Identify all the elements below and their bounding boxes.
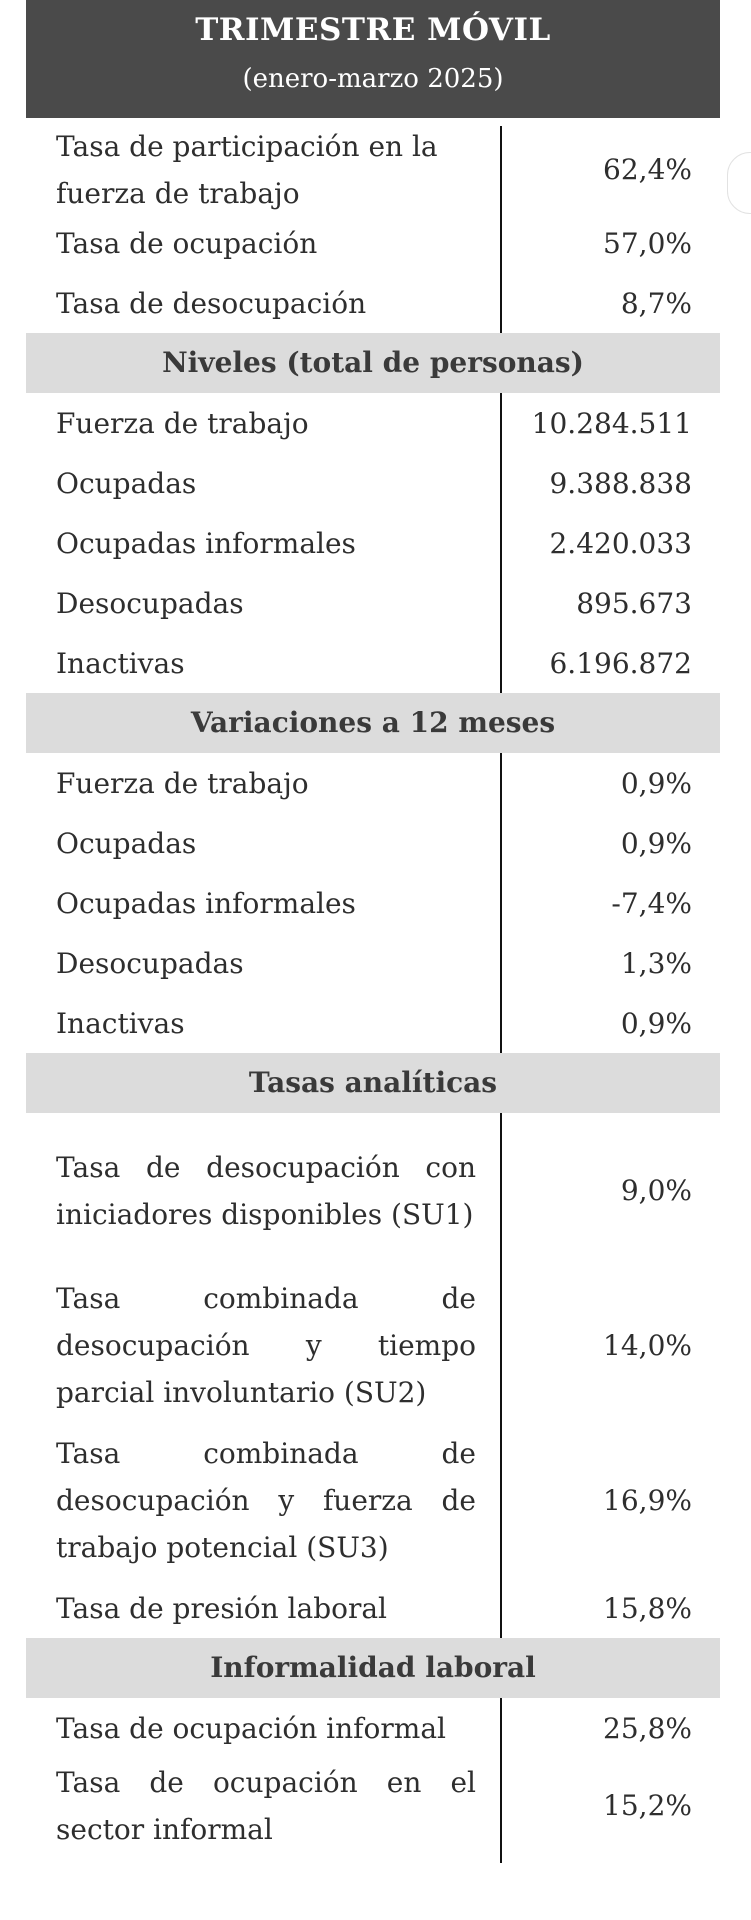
table-row — [26, 118, 720, 213]
table-row — [26, 393, 720, 453]
section-heading-analytic-rates: Tasas analíticas — [26, 1053, 720, 1113]
row-label: Inactivas — [26, 993, 502, 1053]
table-row — [26, 753, 720, 813]
row-label: Tasa de ocupación en el sector informal — [26, 1758, 502, 1853]
row-label: Tasa de desocupación — [26, 273, 502, 333]
row-label: Tasa combinada de desocupación y tiempo parcial involuntario (SU2) — [26, 1268, 502, 1423]
row-value: 8,7% — [620, 286, 692, 320]
row-value: 1,3% — [620, 946, 692, 980]
row-value: 62,4% — [603, 153, 692, 186]
column-divider — [26, 1853, 502, 1863]
row-label: Tasa de presión laboral — [26, 1578, 502, 1638]
table-row — [26, 813, 720, 873]
row-value: 0,9% — [620, 826, 692, 860]
row-value: 15,2% — [603, 1789, 692, 1822]
row-value: 25,8% — [603, 1711, 692, 1745]
table-row — [26, 1423, 720, 1578]
labor-statistics-table — [26, 0, 720, 1863]
row-value: 14,0% — [603, 1329, 692, 1362]
section-heading-variations: Variaciones a 12 meses — [26, 693, 720, 753]
scroll-indicator[interactable] — [727, 152, 751, 214]
table-row — [26, 273, 720, 333]
row-label: Tasa de ocupación informal — [26, 1698, 502, 1758]
row-value: 0,9% — [620, 1006, 692, 1040]
table-row — [26, 1268, 720, 1423]
row-value: 15,8% — [603, 1591, 692, 1625]
row-value: 10.284.511 — [531, 406, 692, 440]
table-row — [26, 633, 720, 693]
table-row — [26, 453, 720, 513]
section-heading-levels: Niveles (total de personas) — [26, 333, 720, 393]
table-end — [26, 1853, 720, 1863]
table-row — [26, 573, 720, 633]
table-row — [26, 1698, 720, 1758]
row-label: Fuerza de trabajo — [26, 393, 502, 453]
row-label: Ocupadas informales — [26, 873, 502, 933]
row-value: 16,9% — [603, 1484, 692, 1517]
table-row — [26, 993, 720, 1053]
row-value: 6.196.872 — [549, 646, 692, 680]
row-label: Ocupadas — [26, 813, 502, 873]
row-label: Tasa combinada de desocupación y fuerza de trabajo potencial (SU3) — [26, 1423, 502, 1578]
row-value: 895.673 — [576, 586, 692, 620]
row-label: Ocupadas — [26, 453, 502, 513]
table-row — [26, 1758, 720, 1853]
table-row — [26, 513, 720, 573]
row-value: 0,9% — [620, 766, 692, 800]
table-row — [26, 873, 720, 933]
table-row — [26, 1578, 720, 1638]
table-period: (enero-marzo 2025) — [242, 64, 504, 94]
table-title: TRIMESTRE MÓVIL — [195, 12, 551, 48]
table-row — [26, 933, 720, 993]
row-label: Tasa de ocupación — [26, 213, 502, 273]
table-row — [26, 213, 720, 273]
row-value: 57,0% — [603, 226, 692, 260]
row-label: Inactivas — [26, 633, 502, 693]
row-value: 9,0% — [620, 1174, 692, 1207]
table-header — [26, 0, 720, 118]
row-label: Desocupadas — [26, 573, 502, 633]
table-row — [26, 1113, 720, 1268]
row-label: Desocupadas — [26, 933, 502, 993]
row-value: 2.420.033 — [549, 526, 692, 560]
row-label: Tasa de desocupación con iniciadores disponibles (SU1) — [26, 1113, 502, 1268]
row-label: Fuerza de trabajo — [26, 753, 502, 813]
row-label: Tasa de participación en la fuerza de trabajo — [26, 126, 502, 213]
row-value: -7,4% — [611, 886, 692, 920]
row-value: 9.388.838 — [549, 466, 692, 500]
row-label: Ocupadas informales — [26, 513, 502, 573]
section-heading-informality: Informalidad laboral — [26, 1638, 720, 1698]
